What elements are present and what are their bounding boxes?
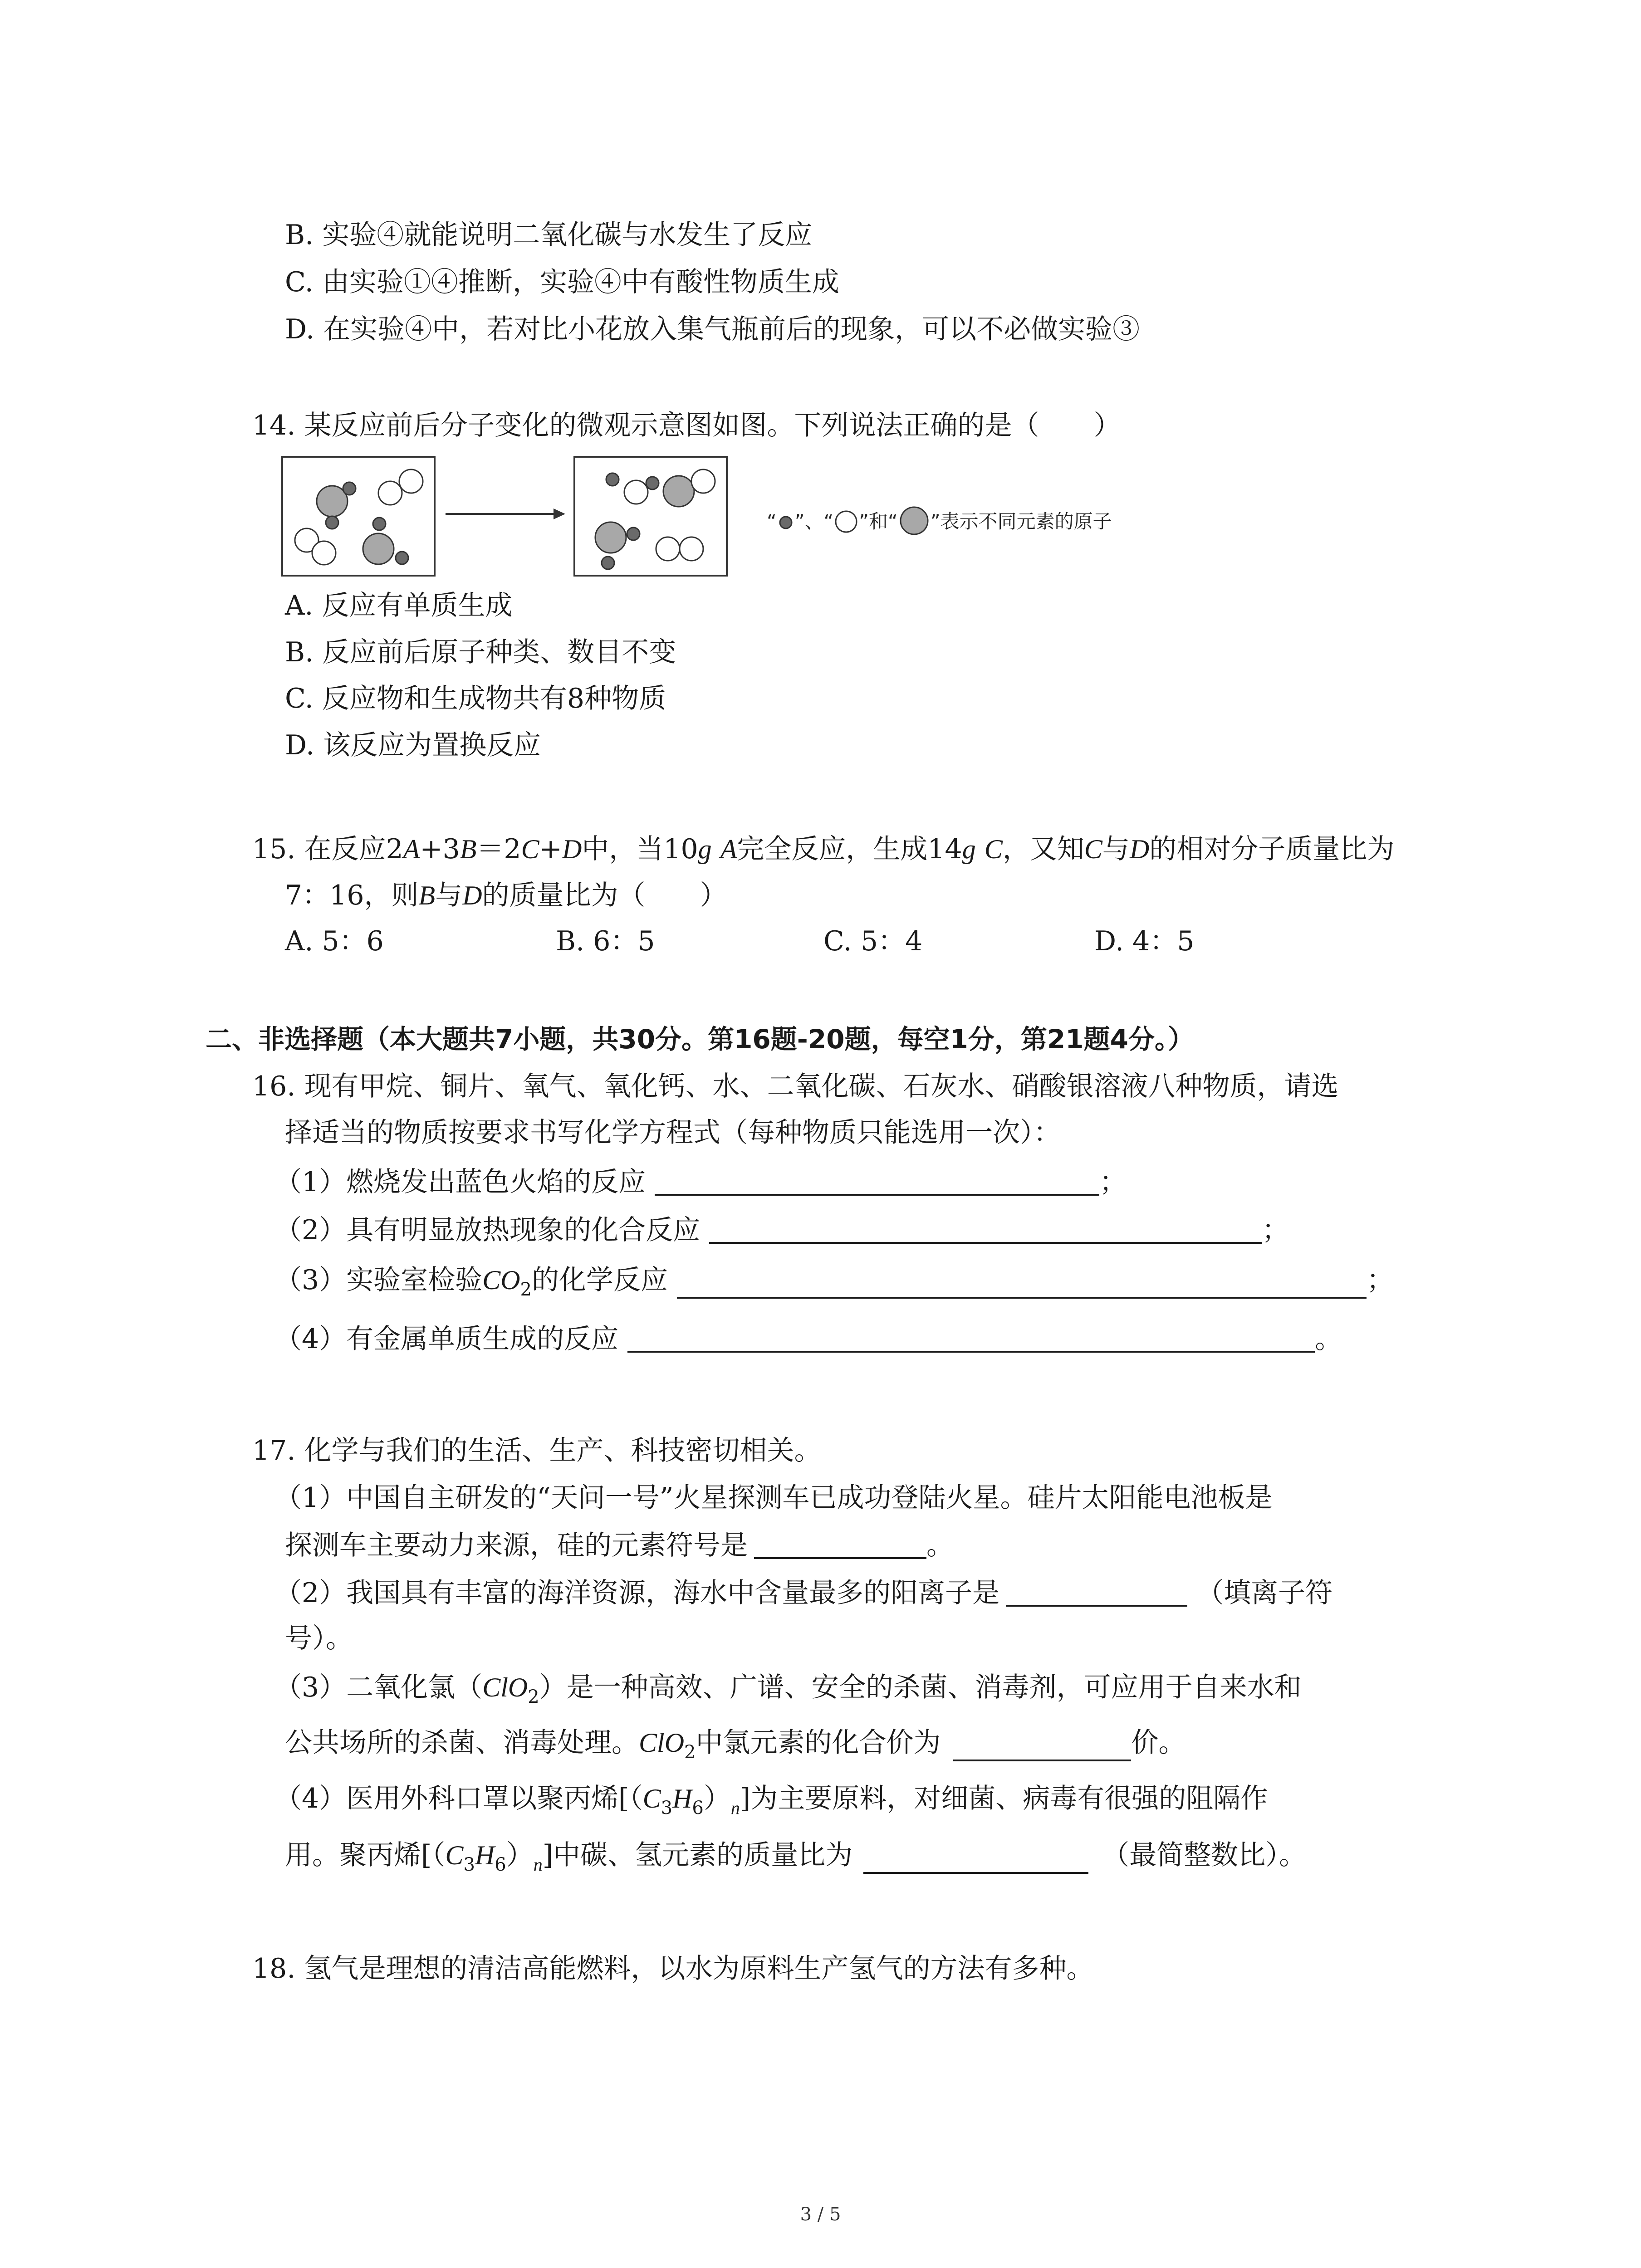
- formula-subscript: 2: [528, 1686, 539, 1707]
- q16-sub2: [274, 1216, 1289, 1244]
- q15-option-a: A. 5：6: [285, 925, 384, 957]
- formula: H: [672, 1784, 692, 1813]
- q15-var: D: [1129, 834, 1150, 864]
- q15-stem-line1: [252, 833, 1395, 865]
- formula-subscript: 2: [684, 1742, 696, 1763]
- q17-text: ]为主要原料，对细菌、病毒有很强的阻隔作: [740, 1783, 1268, 1814]
- formula: H: [475, 1840, 495, 1870]
- q15-var: C: [1084, 834, 1102, 864]
- q17-text: 价。: [1131, 1727, 1186, 1759]
- answer-blank-16-1[interactable]: [655, 1168, 1099, 1196]
- formula: ClO: [482, 1672, 528, 1702]
- answer-blank-17-4[interactable]: [863, 1846, 1088, 1874]
- q14-option-a: A. 反应有单质生成: [285, 590, 513, 621]
- q15-text: 的相对分子质量比为: [1149, 833, 1395, 865]
- q15-var: D: [562, 834, 582, 864]
- q16-sub1: [274, 1168, 1127, 1196]
- small-atom: [646, 477, 659, 489]
- q15-text: ，又知: [1002, 833, 1084, 865]
- punct: ；: [1367, 1264, 1394, 1296]
- q17-text: 用。聚丙烯[（: [285, 1839, 446, 1871]
- formula-subscript: 6: [692, 1798, 704, 1818]
- small-atom: [373, 518, 386, 530]
- q17-text: （最简整数比）。: [1102, 1839, 1307, 1871]
- punct: 。: [1315, 1323, 1342, 1355]
- q17-text: 公共场所的杀菌、消毒处理。: [285, 1727, 639, 1759]
- q15-text: 完全反应，生成14: [737, 833, 962, 865]
- q16-sub2-text: （2）具有明显放热现象的化合反应: [274, 1214, 700, 1246]
- arrow-head: [554, 508, 565, 519]
- q18-stem: 18. 氢气是理想的清洁高能燃料，以水为原料生产氢气的方法有多种。: [252, 1953, 1094, 1984]
- white-atom: [378, 481, 402, 505]
- q17-text: ）是一种高效、广谱、安全的杀菌、消毒剂，可应用于自来水和: [539, 1672, 1302, 1703]
- q15-option-b: B. 6：5: [556, 925, 655, 957]
- formula-subscript: 3: [661, 1798, 673, 1818]
- white-atom: [399, 469, 423, 493]
- formula-subscript: n: [533, 1854, 543, 1875]
- q15-var: A: [403, 834, 420, 864]
- small-atom: [627, 528, 640, 540]
- punct: 。: [926, 1530, 954, 1561]
- q15-unit: g: [698, 834, 712, 864]
- legend-text-d: ”表示不同元素的原子: [930, 510, 1112, 533]
- small-atom: [343, 482, 356, 495]
- molecule-reaction-diagram: [281, 456, 798, 578]
- q17-text: ）: [506, 1839, 534, 1871]
- punct: ；: [1262, 1214, 1289, 1246]
- white-atom-icon: [833, 509, 859, 534]
- q17-stem: 17. 化学与我们的生活、生产、科技密切相关。: [252, 1435, 822, 1466]
- q17-sub3-line2: [285, 1729, 1185, 1761]
- legend-text-a: “: [767, 510, 777, 533]
- answer-blank-17-2[interactable]: [1006, 1579, 1187, 1607]
- q13-option-b: B. 实验④就能说明二氧化碳与水发生了反应: [285, 219, 813, 251]
- q15-text: ＝2: [476, 833, 521, 865]
- q15-var: C: [521, 834, 539, 864]
- small-atom: [396, 552, 408, 564]
- formula-subscript: 2: [520, 1279, 532, 1300]
- q16-sub3-text: （3）实验室检验: [274, 1264, 483, 1296]
- formula: C: [445, 1840, 464, 1870]
- q16-sub1-text: （1）燃烧发出蓝色火焰的反应: [274, 1166, 646, 1198]
- large-atom-icon: [898, 504, 931, 537]
- q15-text: +: [539, 833, 562, 865]
- q17-text: （填离子符: [1196, 1577, 1333, 1609]
- q15-text: 中，当10: [582, 833, 698, 865]
- q14-option-c: C. 反应物和生成物共有8种物质: [285, 683, 666, 714]
- q17-text: （4）医用外科口罩以聚丙烯[（: [274, 1783, 643, 1814]
- q16-stem-line1: 16. 现有甲烷、铜片、氧气、氧化钙、水、二氧化碳、石灰水、硝酸银溶液八种物质，请选: [252, 1070, 1339, 1102]
- q15-text: 与: [435, 880, 463, 911]
- answer-blank-17-1[interactable]: [754, 1531, 926, 1559]
- q13-option-c: C. 由实验①④推断，实验④中有酸性物质生成: [285, 266, 839, 298]
- small-atom: [606, 473, 619, 486]
- q15-var: B: [418, 880, 436, 910]
- formula: ClO: [639, 1728, 685, 1758]
- q17-sub3-line1: [274, 1674, 1302, 1706]
- punct: ；: [1099, 1166, 1127, 1198]
- formula-subscript: 6: [495, 1854, 506, 1875]
- formula-subscript: n: [730, 1798, 740, 1818]
- formula-subscript: 3: [463, 1854, 475, 1875]
- q16-sub4-text: （4）有金属单质生成的反应: [274, 1323, 619, 1355]
- q17-text: （2）我国具有丰富的海洋资源，海水中含量最多的阳离子是: [274, 1577, 1000, 1609]
- small-atom-icon: [777, 513, 795, 532]
- q17-text: （3）二氧化氯（: [274, 1672, 483, 1703]
- white-atom: [656, 537, 680, 561]
- q13-option-d: D. 在实验④中，若对比小花放入集气瓶前后的现象，可以不必做实验③: [285, 313, 1140, 345]
- q15-var: C: [984, 834, 1003, 864]
- q15-text: 15. 在反应2: [252, 833, 403, 865]
- large-atom: [363, 533, 394, 564]
- section-heading: 二、非选择题（本大题共7小题，共30分。第16题-20题，每空1分，第21题4分。）: [206, 1024, 1194, 1055]
- q14-option-d: D. 该反应为置换反应: [285, 729, 541, 761]
- diagram-legend: [767, 504, 1112, 537]
- q15-text: 7：16，则: [285, 880, 419, 911]
- large-atom: [595, 522, 626, 553]
- q15-option-c: C. 5：4: [823, 925, 923, 957]
- answer-blank-16-4[interactable]: [627, 1325, 1315, 1353]
- q15-text: 与: [1102, 833, 1130, 865]
- q16-sub4: [274, 1325, 1342, 1353]
- formula: C: [642, 1784, 661, 1813]
- q16-sub3-text: 的化学反应: [532, 1264, 668, 1296]
- answer-blank-16-2[interactable]: [709, 1216, 1262, 1244]
- q15-stem-line2: [285, 882, 727, 909]
- q15-var: A: [720, 834, 737, 864]
- page-number: 3 / 5: [800, 2204, 841, 2225]
- legend-text-c: ”和“: [859, 510, 898, 533]
- q16-sub3: [274, 1266, 1394, 1299]
- q14-option-b: B. 反应前后原子种类、数目不变: [285, 636, 676, 668]
- q17-text: 探测车主要动力来源，硅的元素符号是: [285, 1530, 748, 1561]
- white-atom: [691, 469, 715, 493]
- q14-stem: 14. 某反应前后分子变化的微观示意图如图。下列说法正确的是（ ）: [252, 410, 1121, 441]
- q17-sub4-line2: [285, 1839, 1307, 1875]
- q17-sub1-line2: [285, 1531, 954, 1559]
- formula: CO: [482, 1265, 520, 1295]
- q17-text: ]中碳、氢元素的质量比为: [542, 1839, 853, 1871]
- q17-sub2-line2: 号）。: [285, 1623, 353, 1654]
- small-atom: [326, 516, 338, 529]
- large-atom: [663, 476, 694, 507]
- q17-text: ）: [703, 1783, 731, 1814]
- q15-var: B: [460, 834, 477, 864]
- q17-sub1-line1: （1）中国自主研发的“天问一号”火星探测车已成功登陆火星。硅片太阳能电池板是: [274, 1482, 1273, 1514]
- q15-var: D: [462, 880, 482, 910]
- legend-text-b: ”、“: [794, 510, 834, 533]
- q17-sub2-line1: [274, 1579, 1332, 1607]
- q16-stem-line2: 择适当的物质按要求书写化学方程式（每种物质只能选用一次）：: [285, 1117, 1061, 1149]
- q17-text: 中氯元素的化合价为: [696, 1727, 941, 1759]
- answer-blank-17-3[interactable]: [953, 1733, 1131, 1761]
- q15-unit: g: [962, 834, 976, 864]
- white-atom: [680, 537, 703, 561]
- white-atom: [624, 480, 648, 504]
- answer-blank-16-3[interactable]: [677, 1271, 1367, 1299]
- white-atom: [312, 541, 336, 565]
- q17-sub4-line1: [274, 1785, 1268, 1817]
- small-atom: [602, 557, 614, 569]
- q15-text: 的质量比为（ ）: [482, 880, 727, 911]
- q15-text: +3: [420, 833, 460, 865]
- q15-option-d: D. 4：5: [1094, 925, 1195, 957]
